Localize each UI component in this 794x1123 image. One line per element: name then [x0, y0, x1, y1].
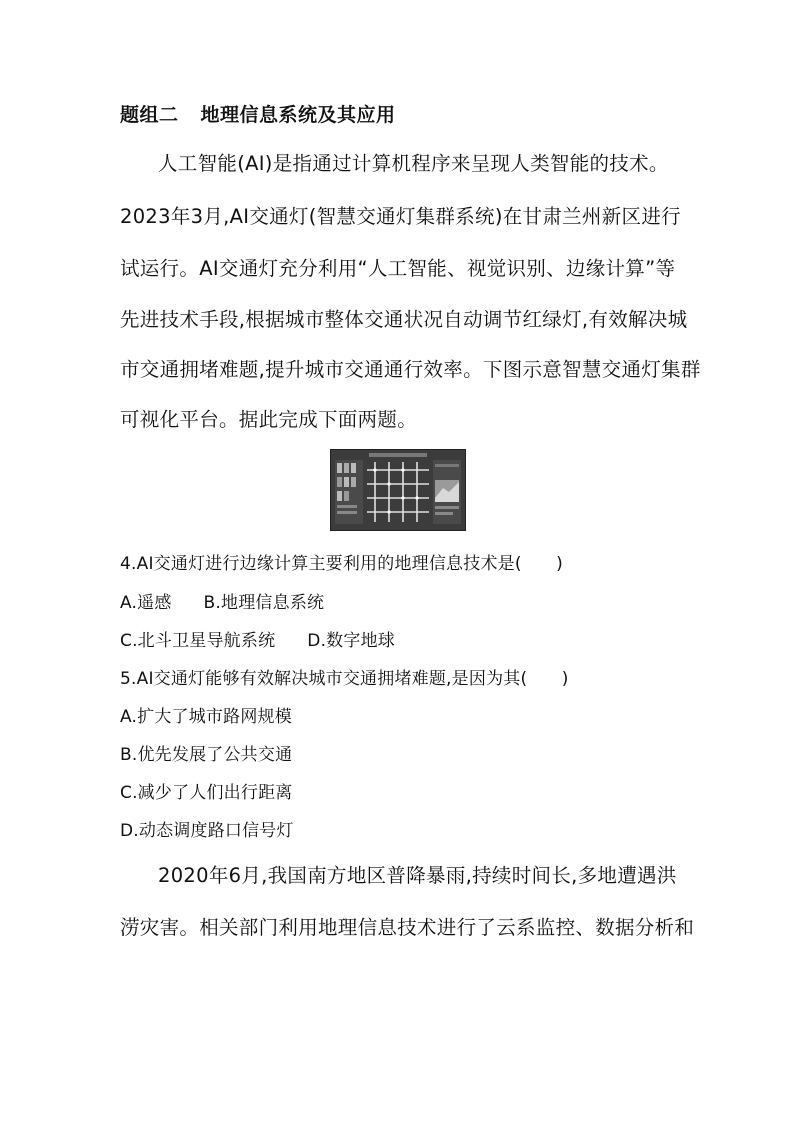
passage2-line: 涝灾害。相关部门利用地理信息技术进行了云系监控、数据分析和 — [120, 916, 695, 939]
passage2-line: 2020年6月,我国南方地区普降暴雨,持续时间长,多地遭遇洪 — [158, 864, 677, 887]
option-d: D.动态调度路口信号灯 — [120, 821, 294, 841]
question-4-stem: 4.AI交通灯进行边缘计算主要利用的地理信息技术是( ) — [120, 554, 563, 574]
option-c: C.减少了人们出行距离 — [120, 783, 293, 803]
section-title: 地理信息系统及其应用 — [200, 104, 396, 126]
traffic-platform-image — [330, 449, 466, 531]
option-b: B.优先发展了公共交通 — [120, 745, 293, 765]
option-b: B.地理信息系统 — [203, 593, 325, 613]
passage1-line: 市交通拥堵难题,提升城市交通通行效率。下图示意智慧交通灯集群 — [120, 358, 701, 381]
option-a: A.扩大了城市路网规模 — [120, 707, 292, 727]
passage1-line: 2023年3月,AI交通灯(智慧交通灯集群系统)在甘肃兰州新区进行 — [120, 205, 681, 228]
option-d: D.数字地球 — [307, 631, 395, 651]
option-c: C.北斗卫星导航系统 — [120, 631, 276, 651]
question-5-stem: 5.AI交通灯能够有效解决城市交通拥堵难题,是因为其( ) — [120, 669, 569, 689]
option-a: A.遥感 — [120, 593, 172, 613]
passage1-line: 试运行。AI交通灯充分利用“人工智能、视觉识别、边缘计算”等 — [120, 257, 676, 280]
question-4-options-row — [120, 588, 324, 613]
passage1-line: 先进技术手段,根据城市整体交通状况自动调节红绿灯,有效解决城 — [120, 308, 688, 331]
question-4-options-row — [120, 626, 395, 651]
section-heading — [120, 100, 396, 127]
passage1-line: 人工智能(AI)是指通过计算机程序来呈现人类智能的技术。 — [158, 152, 669, 175]
passage1-line: 可视化平台。据此完成下面两题。 — [120, 408, 418, 431]
section-label: 题组二 — [120, 104, 179, 126]
